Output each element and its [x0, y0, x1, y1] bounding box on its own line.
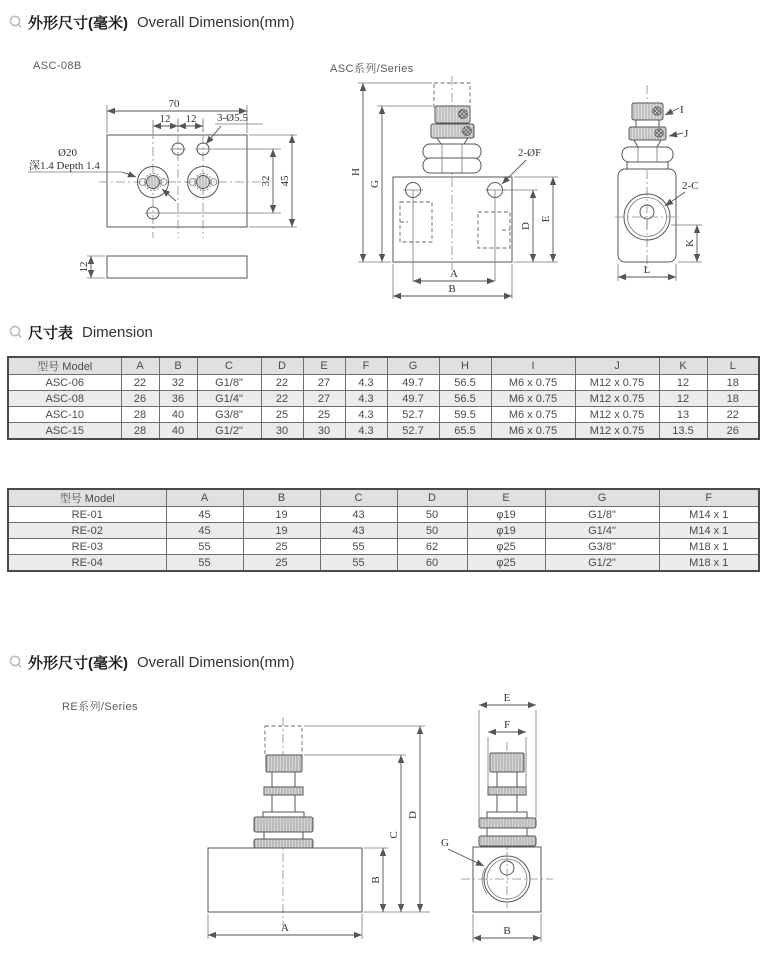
table-cell: M12 x 0.75 — [575, 375, 659, 391]
table-cell: 56.5 — [439, 375, 491, 391]
column-header: J — [575, 357, 659, 375]
magnifier-icon — [8, 15, 23, 30]
table-header-row — [8, 489, 759, 507]
table-cell: 52.7 — [387, 407, 439, 423]
table-cell: 45 — [166, 507, 243, 523]
table-cell: RE-02 — [8, 523, 166, 539]
table-cell: M6 x 0.75 — [491, 423, 575, 440]
dimension-B — [473, 914, 541, 942]
table-cell: 30 — [303, 423, 345, 440]
dim-text-E: E — [503, 692, 511, 704]
dim-text-G: G — [441, 837, 449, 849]
dim-text-bore: Ø20 — [58, 147, 77, 159]
table-cell: 27 — [303, 375, 345, 391]
table-row — [8, 423, 759, 440]
valve-body — [208, 848, 362, 912]
dimension-D — [304, 726, 425, 912]
dimension-A — [208, 914, 362, 939]
dim-text-B: B — [448, 283, 456, 295]
column-header: G — [545, 489, 659, 507]
column-header: E — [303, 357, 345, 375]
table-cell: G1/2" — [197, 423, 261, 440]
plate-side-view — [78, 256, 247, 278]
table-cell: 65.5 — [439, 423, 491, 440]
table-cell: 22 — [261, 375, 303, 391]
table-cell: G1/2" — [545, 555, 659, 572]
table-cell: 12 — [659, 391, 707, 407]
asc-series-side-drawing — [585, 73, 765, 298]
column-header: C — [320, 489, 397, 507]
dim-text-ports: 2-ØF — [518, 147, 542, 159]
dimension-12-12 — [153, 113, 203, 132]
table-cell: 32 — [159, 375, 197, 391]
column-header: D — [261, 357, 303, 375]
asc-dimension-table — [7, 356, 760, 440]
table-cell: G1/4" — [545, 523, 659, 539]
table-cell: 4.3 — [345, 423, 387, 440]
table-cell: 4.3 — [345, 375, 387, 391]
section-header-overall-dim-top — [8, 12, 295, 33]
table-cell: 45 — [166, 523, 243, 539]
table-header-row — [8, 357, 759, 375]
table-cell: 22 — [261, 391, 303, 407]
knurled-screw-right — [189, 174, 217, 191]
table-cell: 25 — [243, 539, 320, 555]
dim-text-D: D — [407, 811, 419, 819]
magnifier-icon — [8, 325, 23, 340]
adjust-knob-stack — [622, 103, 673, 169]
column-header: F — [659, 489, 759, 507]
table-cell: φ25 — [467, 555, 545, 572]
table-cell: 30 — [261, 423, 303, 440]
dim-text-depth: 深1.4 Depth 1.4 — [29, 160, 100, 172]
dim-text-ports: 2-C — [682, 180, 699, 192]
table-cell: M12 x 0.75 — [575, 407, 659, 423]
table-cell: M14 x 1 — [659, 523, 759, 539]
section-header-dimension-table — [8, 322, 153, 343]
adjust-knob-stack — [254, 726, 313, 848]
table-cell: 25 — [261, 407, 303, 423]
callout-J — [669, 128, 689, 140]
table-cell: RE-04 — [8, 555, 166, 572]
table-cell: φ19 — [467, 523, 545, 539]
dim-text-B: B — [503, 925, 511, 937]
table-cell: 50 — [397, 507, 467, 523]
dim-text-D: D — [520, 222, 532, 230]
drawing-label-re-series: RE系列/Series — [62, 701, 138, 713]
section-header-overall-dim-bottom — [8, 652, 295, 673]
table-cell: 4.3 — [345, 407, 387, 423]
dimension-A — [413, 268, 495, 281]
table-cell: 22 — [121, 375, 159, 391]
table-cell: M6 x 0.75 — [491, 407, 575, 423]
table-cell: 25 — [243, 555, 320, 572]
column-header: B — [159, 357, 197, 375]
table-row — [8, 555, 759, 572]
table-cell: 50 — [397, 523, 467, 539]
dim-text-A: A — [450, 268, 458, 280]
table-cell: ASC-08 — [8, 391, 121, 407]
column-header: I — [491, 357, 575, 375]
dimension-32 — [161, 149, 281, 213]
table-cell: 28 — [121, 423, 159, 440]
section-title-en: Overall Dimension(mm) — [137, 14, 295, 31]
callout-G — [441, 837, 484, 866]
table-cell: M6 x 0.75 — [491, 375, 575, 391]
dimension-H — [350, 83, 432, 262]
table-cell: φ19 — [467, 507, 545, 523]
dimension-G — [369, 106, 433, 262]
table-cell: 55 — [166, 555, 243, 572]
valve-body — [461, 847, 553, 912]
table-cell: 55 — [166, 539, 243, 555]
section-title-zh: 外形尺寸(毫米) — [28, 15, 128, 32]
table-cell: M18 x 1 — [659, 555, 759, 572]
table-cell: 26 — [121, 391, 159, 407]
table-cell: 43 — [320, 507, 397, 523]
table-cell: 12 — [659, 375, 707, 391]
table-cell: 49.7 — [387, 391, 439, 407]
adjust-knob-stack — [479, 753, 536, 846]
dimension-C — [304, 755, 406, 912]
table-cell: 36 — [159, 391, 197, 407]
table-row — [8, 391, 759, 407]
dim-text-I: I — [680, 104, 684, 116]
table-cell: 40 — [159, 407, 197, 423]
dim-text-32: 32 — [260, 175, 272, 187]
table-cell: 19 — [243, 523, 320, 539]
dim-text-C: C — [388, 831, 400, 839]
table-cell: 40 — [159, 423, 197, 440]
table-cell: 13.5 — [659, 423, 707, 440]
table-cell: ASC-10 — [8, 407, 121, 423]
column-header: B — [243, 489, 320, 507]
magnifier-icon — [8, 655, 23, 670]
dim-text-G: G — [369, 180, 381, 188]
table-cell: M18 x 1 — [659, 539, 759, 555]
callout-3-holes — [206, 112, 263, 144]
section-title-zh: 外形尺寸(毫米) — [28, 655, 128, 672]
dim-text-12-left: 12 — [159, 113, 171, 125]
table-cell: G3/8" — [197, 407, 261, 423]
dim-text-K: K — [684, 239, 696, 247]
column-header: H — [439, 357, 491, 375]
table-cell: M14 x 1 — [659, 507, 759, 523]
column-header: 型号 Model — [8, 357, 121, 375]
table-cell: φ25 — [467, 539, 545, 555]
table-row — [8, 375, 759, 391]
column-header: K — [659, 357, 707, 375]
table-cell: 4.3 — [345, 391, 387, 407]
asc-series-front-drawing — [328, 68, 573, 300]
dim-text-H: H — [350, 168, 362, 176]
table-cell: M12 x 0.75 — [575, 391, 659, 407]
dim-text-3-holes: 3-Ø5.5 — [217, 112, 248, 124]
table-cell: 25 — [303, 407, 345, 423]
callout-bore — [28, 147, 176, 201]
column-header: C — [197, 357, 261, 375]
section-title-en: Dimension — [82, 324, 153, 341]
callout-I — [665, 104, 684, 116]
asc08b-technical-drawing — [25, 70, 315, 300]
dim-text-70: 70 — [168, 98, 180, 110]
re-series-side-drawing — [435, 690, 635, 953]
dim-text-F: F — [503, 719, 511, 731]
section-title-en: Overall Dimension(mm) — [137, 654, 295, 671]
table-cell: 60 — [397, 555, 467, 572]
dim-text-45: 45 — [279, 175, 291, 187]
table-row — [8, 539, 759, 555]
drawing-label-asc08b: ASC-08B — [33, 60, 82, 72]
table-row — [8, 523, 759, 539]
table-cell: M6 x 0.75 — [491, 391, 575, 407]
plate-top-view — [99, 118, 261, 238]
dim-text-12-right: 12 — [185, 113, 197, 125]
re-series-front-drawing — [185, 695, 435, 950]
table-cell: 43 — [320, 523, 397, 539]
table-cell: 49.7 — [387, 375, 439, 391]
table-cell: 19 — [243, 507, 320, 523]
valve-body — [393, 177, 512, 281]
column-header: D — [397, 489, 467, 507]
table-row — [8, 407, 759, 423]
dim-text-L: L — [643, 264, 651, 276]
table-cell: 13 — [659, 407, 707, 423]
table-cell: 27 — [303, 391, 345, 407]
table-cell: G1/8" — [545, 507, 659, 523]
table-cell: 55 — [320, 539, 397, 555]
dim-text-A: A — [281, 922, 289, 934]
dimension-L — [618, 264, 676, 281]
table-cell: 22 — [707, 407, 759, 423]
table-cell: G3/8" — [545, 539, 659, 555]
table-cell: 62 — [397, 539, 467, 555]
table-cell: 55 — [320, 555, 397, 572]
table-cell: 18 — [707, 375, 759, 391]
table-row — [8, 507, 759, 523]
table-cell: 56.5 — [439, 391, 491, 407]
table-cell: G1/8" — [197, 375, 261, 391]
column-header: G — [387, 357, 439, 375]
column-header: A — [166, 489, 243, 507]
column-header: F — [345, 357, 387, 375]
dim-text-thickness: 12 — [78, 261, 90, 273]
callout-ports — [502, 147, 541, 184]
table-cell: 26 — [707, 423, 759, 440]
table-cell: ASC-15 — [8, 423, 121, 440]
table-cell: 59.5 — [439, 407, 491, 423]
section-title-zh: 尺寸表 — [28, 325, 74, 342]
column-header: E — [467, 489, 545, 507]
column-header: 型号 Model — [8, 489, 166, 507]
column-header: A — [121, 357, 159, 375]
drawing-label-asc-series: ASC系列/Series — [330, 63, 414, 75]
callout-ports — [665, 180, 699, 206]
table-cell: G1/4" — [197, 391, 261, 407]
re-dimension-table — [7, 488, 760, 572]
table-cell: 18 — [707, 391, 759, 407]
table-cell: M12 x 0.75 — [575, 423, 659, 440]
table-cell: ASC-06 — [8, 375, 121, 391]
table-cell: RE-03 — [8, 539, 166, 555]
dim-text-J: J — [684, 128, 689, 140]
dim-text-B: B — [370, 876, 382, 884]
table-cell: 52.7 — [387, 423, 439, 440]
table-cell: 28 — [121, 407, 159, 423]
table-cell: RE-01 — [8, 507, 166, 523]
dim-text-E: E — [540, 215, 552, 223]
column-header: L — [707, 357, 759, 375]
